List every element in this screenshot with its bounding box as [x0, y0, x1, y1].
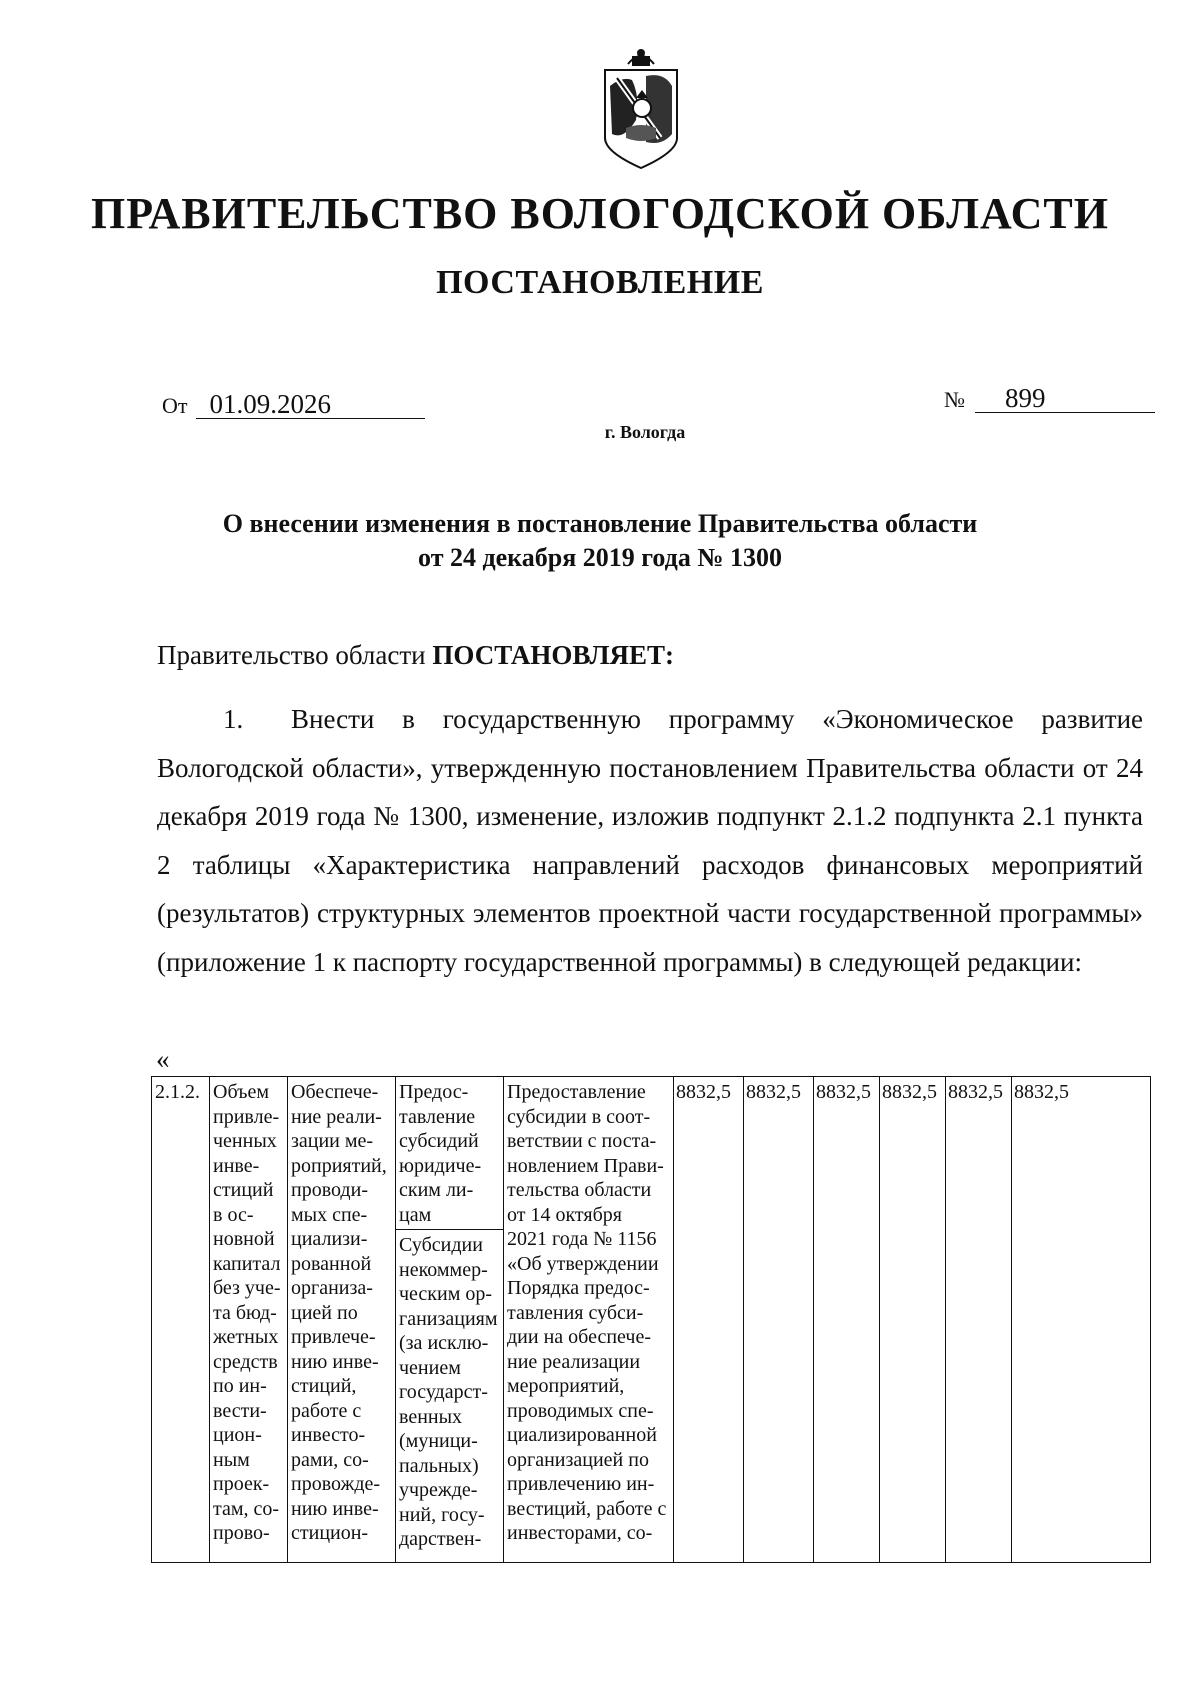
direction-cell	[396, 1077, 504, 1563]
paragraph-number: 1.	[223, 704, 244, 734]
description-cell: Предоставление субсидии в соот- ветствии с поста- новлением Прави- тельства области от 14 октября 2021 года № 1156 «Об утверждении Порядка предос- тавления субси- дии на обеспече- ние реализации мероприятий, проводимых спе- циализированной организацией по привлечению ин- вестиций, работе с инвесторами, со-	[504, 1077, 674, 1563]
row-number-cell: 2.1.2.	[152, 1077, 210, 1563]
value-cell-3: 8832,5	[814, 1077, 880, 1563]
result-cell: Объем привле- ченных инве- стиций в ос- новной капитал без уче- та бюд- жетных средств по ин- вести- цион- ным проек- там, со- прово-	[210, 1077, 288, 1563]
value-cell-6: 8832,5	[1012, 1077, 1151, 1563]
number-row	[944, 384, 1155, 413]
value-cell-2: 8832,5	[744, 1077, 814, 1563]
measure-cell: Обеспече- ние реали- зации ме- роприятий, проводи- мых спе- циализи- рованной организа- цией по привлече- нию инве- стиций, работе с инвесто- рами, со- провожде- нию инве- стицион-	[288, 1077, 396, 1563]
value-cell-5: 8832,5	[946, 1077, 1012, 1563]
value-cell-1: 8832,5	[674, 1077, 744, 1563]
intro-resolves: ПОСТАНОВЛЯЕТ:	[432, 640, 674, 670]
subject-line-1: О внесении изменения в постановление Правительства области	[222, 509, 978, 538]
date-value: 01.09.2026	[196, 390, 425, 419]
intro-prefix: Правительство области	[157, 640, 426, 670]
number-value: 899	[975, 384, 1155, 413]
direction-nonprofits: Субсидии некоммер- ческим ор- ганизациям (за исклю- чением государст- венных (муници- пальных) учрежде- ний, госу- дарствен-	[399, 1234, 498, 1550]
paragraph-text: Внести в государственную программу «Экономическое развитие Вологодской области», утвержденную постановлением Правительства области от 24 декабря 2019 года № 1300, изменение, изложив подпункт 2.1.2 подпункта 2.1 пункта 2 таблицы «Характеристика направлений расходов финансовых мероприятий (результатов) структурных элементов проектной части государственной программы» (приложение 1 к паспорту государственной программы) в следующей редакции:	[157, 704, 1143, 977]
city: г. Вологда	[604, 422, 686, 442]
table-row	[152, 1077, 1151, 1563]
resolution-intro	[157, 640, 674, 671]
opening-quote: «	[156, 1044, 170, 1074]
date-label: От	[162, 393, 188, 418]
direction-legal-entities: Предос- тавление субсидий юридиче- ским ли- цам	[396, 1077, 503, 1230]
subject-line-2: от 24 декабря 2019 года № 1300	[418, 543, 782, 572]
coat-of-arms-emblem	[602, 46, 680, 171]
paragraph-1	[157, 695, 1143, 986]
document-subject	[150, 507, 1050, 575]
government-title: ПРАВИТЕЛЬСТВО ВОЛОГОДСКОЙ ОБЛАСТИ	[91, 189, 1109, 238]
number-label: №	[944, 387, 965, 412]
document-type: ПОСТАНОВЛЕНИЕ	[436, 264, 764, 301]
date-row	[162, 390, 425, 419]
program-table	[151, 1076, 1151, 1563]
value-cell-4: 8832,5	[880, 1077, 946, 1563]
